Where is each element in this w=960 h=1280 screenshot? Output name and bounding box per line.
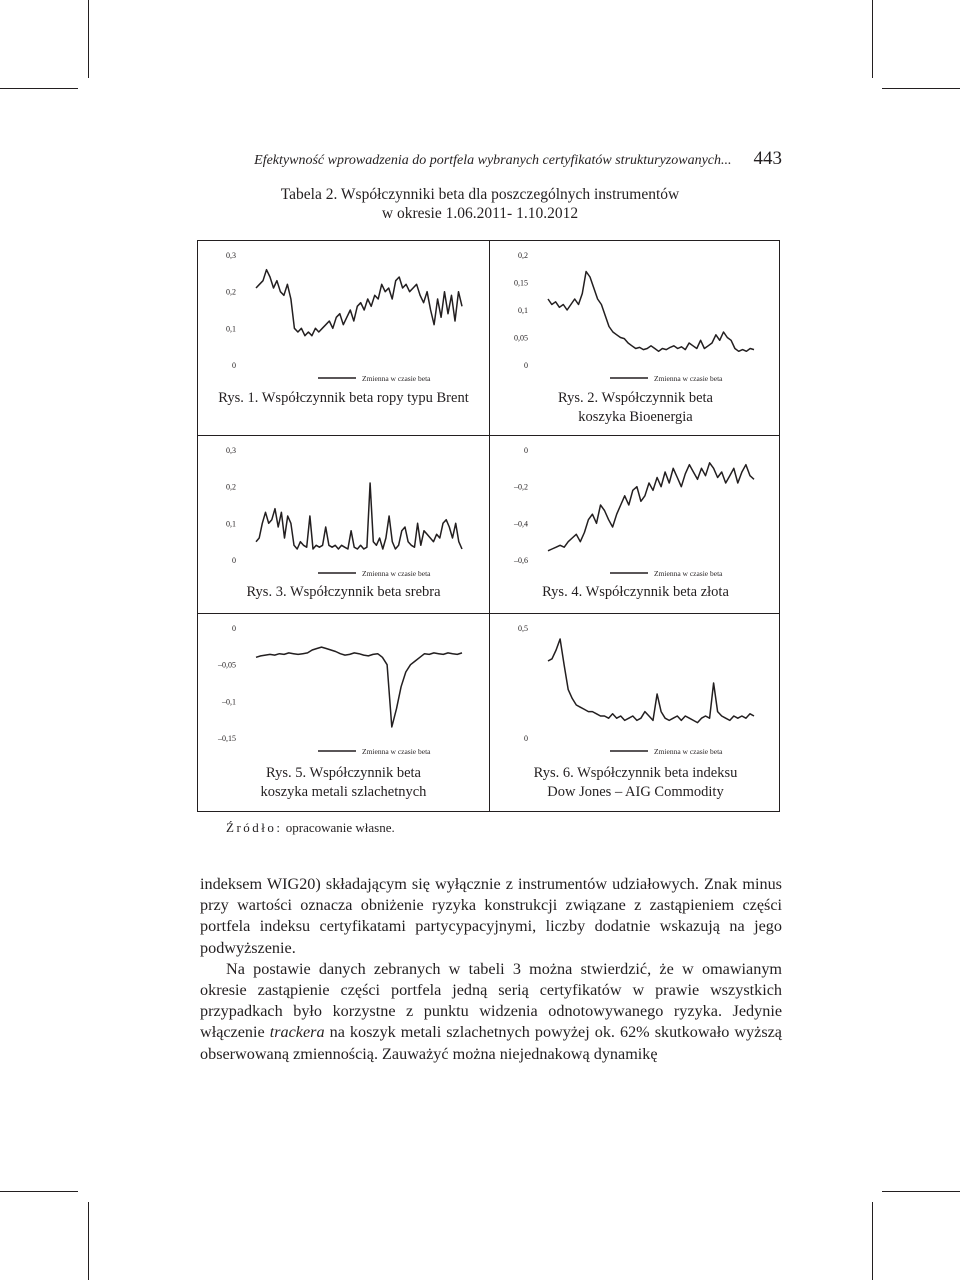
series-line	[256, 647, 462, 727]
chart	[490, 241, 779, 391]
legend-label: Zmienna w czasie beta	[362, 747, 431, 756]
series-line	[548, 272, 754, 352]
figure-caption	[490, 764, 781, 802]
y-tick-label: –0,15	[218, 734, 236, 743]
source-label: Źródło:	[226, 820, 283, 835]
y-tick-label: 0,5	[518, 624, 528, 633]
y-tick-label: –0,6	[514, 556, 528, 565]
series-line	[548, 639, 754, 723]
y-tick-label: –0,05	[218, 660, 236, 670]
legend-label: Zmienna w czasie beta	[654, 747, 723, 756]
y-tick-label: 0,1	[518, 306, 528, 315]
crop-mark-top-right	[872, 0, 873, 78]
figure-cell	[198, 614, 489, 811]
figure-caption-line: Rys. 5. Współczynnik beta	[265, 765, 421, 781]
y-tick-label: 0	[232, 361, 236, 370]
chart	[490, 436, 779, 586]
figure-caption-line: Rys. 6. Współczynnik beta indeksu	[533, 765, 738, 781]
figure-caption	[198, 583, 489, 602]
figure-cell	[490, 241, 781, 435]
source-text: opracowanie własne.	[282, 820, 395, 835]
crop-mark-bottom-left	[88, 1202, 89, 1280]
figure-cell	[490, 614, 781, 811]
y-tick-label: 0	[232, 624, 236, 633]
y-tick-label: 0,2	[226, 287, 236, 297]
y-tick-label: –0,2	[514, 482, 528, 492]
chart	[198, 614, 489, 764]
paragraph	[200, 874, 782, 959]
figure-caption-line: Rys. 1. Współczynnik beta ropy typu Brent	[218, 390, 469, 406]
figure-caption	[198, 389, 489, 408]
running-head	[180, 148, 782, 170]
italic-term: trackera	[269, 1023, 325, 1042]
figure-caption-line: koszyka metali szlachetnych	[260, 784, 427, 800]
y-tick-label: –0,4	[514, 519, 528, 529]
figure-caption-line: koszyka Bioenergia	[578, 409, 693, 425]
crop-mark-bottom-right	[872, 1202, 873, 1280]
figure-caption	[490, 389, 781, 427]
figure-caption	[490, 583, 781, 602]
y-tick-label: 0,1	[226, 519, 236, 529]
page-number: 443	[753, 148, 782, 169]
text-run: Na postawie danych zebranych w tabeli 3 można stwierdzić, że w omawianym okresie zastąpienie części portfela jedną serią certyfikatów w prawie wszystkich przypadkach było korzystne z punktu widzenia odnotowywanego ryzyka. Jedynie włączenie	[200, 959, 782, 1042]
series-line	[256, 483, 462, 549]
legend-label: Zmienna w czasie beta	[362, 374, 431, 383]
running-title: Efektywność wprowadzenia do portfela wybranych certyfikatów strukturyzowanych...	[254, 153, 732, 168]
crop-mark-top-left	[88, 0, 89, 78]
figure-caption-line: Rys. 2. Współczynnik beta	[557, 390, 713, 406]
y-tick-label: 0	[232, 556, 236, 565]
y-tick-label: 0,15	[514, 278, 528, 288]
wig-term: WIG20	[266, 875, 316, 893]
y-tick-label: 0,2	[226, 482, 236, 492]
chart	[490, 614, 779, 764]
figure-caption-line: Rys. 3. Współczynnik beta srebra	[246, 584, 441, 600]
crop-mark-right-bottom	[882, 1191, 960, 1192]
paragraph	[200, 959, 782, 1065]
body-text	[200, 874, 782, 1065]
y-tick-label: 0	[524, 446, 528, 455]
source-note	[226, 820, 395, 836]
y-tick-label: 0,05	[514, 333, 528, 343]
crop-mark-left-bottom	[0, 1191, 78, 1192]
text-run: na koszyk metali szlachetnych powyżej ok. 62% skutkowało wyższą obserwowaną zmiennością. Zauważyć można niejednakową dynamikę	[200, 1023, 782, 1063]
legend-label: Zmienna w czasie beta	[654, 374, 723, 383]
y-tick-label: 0	[524, 734, 528, 743]
legend-label: Zmienna w czasie beta	[362, 569, 431, 578]
y-tick-label: 0,1	[226, 324, 236, 334]
y-tick-label: 0,2	[518, 251, 528, 260]
figure-caption-line: Dow Jones – AIG Commodity	[547, 784, 724, 800]
chart	[198, 241, 489, 391]
figure-caption-line: Rys. 4. Współczynnik beta złota	[542, 584, 729, 600]
y-tick-label: –0,1	[222, 697, 236, 707]
series-line	[256, 270, 462, 336]
table-caption-line: Tabela 2. Współczynniki beta dla poszczególnych instrumentów	[280, 186, 680, 203]
text-run: indeksem	[200, 875, 267, 893]
y-tick-label: 0	[524, 361, 528, 370]
figure-cell	[198, 241, 489, 435]
chart	[198, 436, 489, 586]
series-line	[548, 463, 754, 551]
crop-mark-right-top	[882, 88, 960, 89]
text-run: ) składającym się wyłącznie z instrumentów udziałowych. Znak minus przy wartości oznacza obniżenie ryzyka konstrukcji związane z zastąpieniem części portfela indeksu certyfikatami partycypacyjnymi, liczby dodatnie wskazują na jego podwyższenie.	[200, 875, 782, 957]
legend-label: Zmienna w czasie beta	[654, 569, 723, 578]
crop-mark-left-top	[0, 88, 78, 89]
y-tick-label: 0,3	[226, 251, 236, 260]
table-caption-line: w okresie 1.06.2011- 1.10.2012	[381, 205, 579, 222]
y-tick-label: 0,3	[226, 446, 236, 455]
figure-table	[197, 240, 780, 812]
figure-caption	[198, 764, 489, 802]
figure-cell	[490, 436, 781, 613]
figure-cell	[198, 436, 489, 613]
table-caption	[200, 185, 760, 223]
